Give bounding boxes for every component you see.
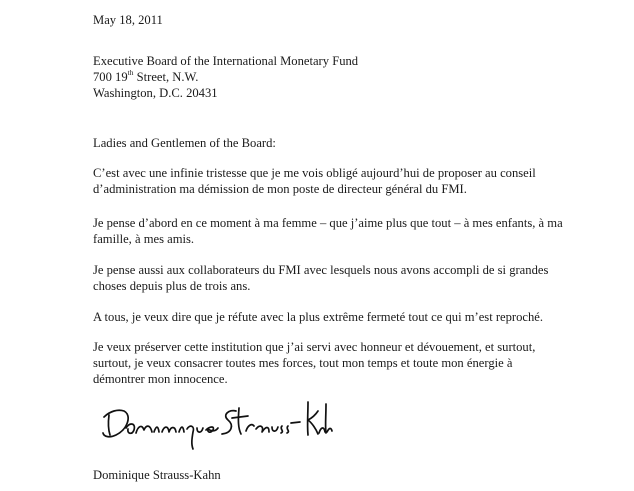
paragraph-line: d’administration ma démission de mon poste de directeur général du FMI. [93, 182, 467, 196]
street-ordinal-suffix: th [127, 67, 134, 77]
paragraph-line: Je pense aussi aux collaborateurs du FMI avec lesquels nous avons accompli de si grandes [93, 263, 549, 277]
signature-drawing [96, 395, 336, 455]
signer-name [93, 467, 221, 483]
recipient-address [93, 53, 358, 101]
paragraph-3 [93, 262, 548, 294]
street-name: Street, N.W. [133, 70, 199, 84]
paragraph-line: C’est avec une infinie tristesse que je me vois obligé aujourd’hui de proposer au conseil [93, 166, 536, 180]
paragraph-line: A tous, je veux dire que je réfute avec la plus extrême fermeté tout ce qui m’est reproché. [93, 310, 544, 324]
paragraph-line: choses depuis plus de trois ans. [93, 279, 251, 293]
handwritten-signature [96, 395, 336, 455]
paragraph-line: Je pense d’abord en ce moment à ma femme – que j’aime plus que tout – à mes enfants, à ma [93, 216, 563, 230]
paragraph-line: famille, à mes amis. [93, 232, 195, 246]
salutation [93, 135, 276, 151]
date-text: May 18, 2011 [93, 13, 163, 27]
paragraph-1 [93, 165, 536, 197]
paragraph-line: surtout, je veux consacrer toutes mes forces, tout mon temps et toute mon énergie à [93, 356, 513, 370]
paragraph-line: Je veux préserver cette institution que j’ai servi avec honneur et dévouement, et surtout, [93, 340, 536, 354]
paragraph-line: démontrer mon innocence. [93, 372, 228, 386]
recipient-name: Executive Board of the International Monetary Fund [93, 54, 359, 68]
recipient-city: Washington, D.C. 20431 [93, 86, 218, 100]
street-number: 700 19 [93, 70, 128, 84]
recipient-street [93, 69, 358, 85]
salutation-text: Ladies and Gentlemen of the Board: [93, 136, 276, 150]
letter-date [93, 12, 163, 28]
signer-name-text: Dominique Strauss-Kahn [93, 468, 221, 482]
paragraph-5 [93, 339, 535, 387]
paragraph-2 [93, 215, 563, 247]
paragraph-4 [93, 309, 543, 325]
